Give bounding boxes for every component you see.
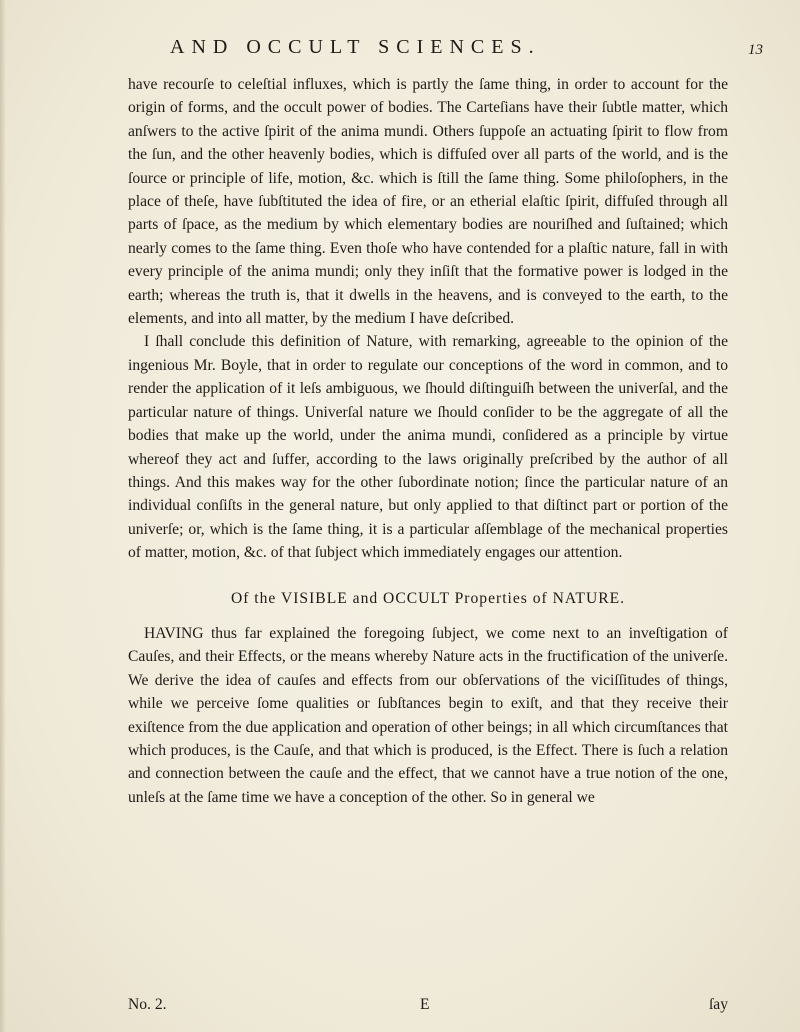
paragraph-2: I ſhall conclude this definition of Nature, with remarking, agreeable to the opinion of the ingenious Mr. Boyle, that in order to regulate our conceptions of the word in common, and to render the application of it leſs ambiguous, we ſhould diſtinguiſh between the univerſal, and the particular nature of things. Univerſal nature we ſhould conſider to be the aggregate of all the bodies that make up the world, under the anima mundi, conſidered as a principle by virtue whereof they act and ſuffer, according to the laws originally preſcribed by the author of all things. And this makes way for the other ſubordinate notion; ſince the particular nature of an individual conſiſts in the general nature, but only applied to that diſtinct part or portion of the univerſe; or, which is the ſame thing, it is a particular aſſemblage of the mechanical properties of matter, motion, &c. of that ſubject which immediately engages our attention. bbox=[128, 333, 728, 562]
page-footer bbox=[128, 996, 728, 1020]
body-text bbox=[128, 73, 728, 809]
paragraph-3: HAVING thus far explained the foregoing ſubject, we come next to an inveſtigation of Cauſes, and their Effects, or the means whereby Nature acts in the fructification of the univerſe. We derive the idea of cauſes and effects from our obſervations of the viciſſitudes of things, while we perceive ſome qualities or ſubſtances begin to exiſt, and that they receive their exiſtence from the due application and operation of other beings; in all which circumſtances that which produces, is the Cauſe, and that which is produced, is the Effect. There is ſuch a relation and connection between the cauſe and the effect, that we cannot have a true notion of the one, unleſs at the ſame time we have a conception of the other. So in general we bbox=[128, 624, 728, 806]
running-title: AND OCCULT SCIENCES. bbox=[170, 36, 541, 58]
page-number: 13 bbox=[748, 42, 763, 58]
section-heading: Of the VISIBLE and OCCULT Properties of NATURE. bbox=[230, 589, 626, 607]
paragraph-1: have recourſe to celeſtial influxes, which is partly the ſame thing, in order to account for the origin of forms, and the occult power of bodies. The Carteſians have their ſubtle matter, which anſwers to the active ſpirit of the anima mundi. Others ſuppoſe an actuating ſpirit to flow from the ſun, and the other heavenly bodies, which is diffuſed over all parts of the world, and is the ſource or principle of life, motion, &c. which is ſtill the ſame thing. Some philoſophers, in the place of theſe, have ſubſtituted the idea of fire, or an etherial elaſtic ſpirit, diffuſed through all parts of ſpace, as the medium by which elementary bodies are nouriſhed and ſuſtained; which nearly comes to the ſame thing. Even thoſe who have contended for a plaſtic nature, fall in with every principle of the anima mundi; only they inſiſt that the formative power is lodged in the earth; whereas the truth is, that it dwells in the heavens, and is conveyed to the earth, to the elements, and into all matter, by the medium I have deſcribed. bbox=[128, 76, 728, 328]
issue-number: No. 2. bbox=[128, 996, 167, 1013]
signature-mark: E bbox=[420, 996, 430, 1013]
catchword: ſay bbox=[708, 996, 728, 1013]
page-gutter-shadow bbox=[0, 0, 6, 1032]
